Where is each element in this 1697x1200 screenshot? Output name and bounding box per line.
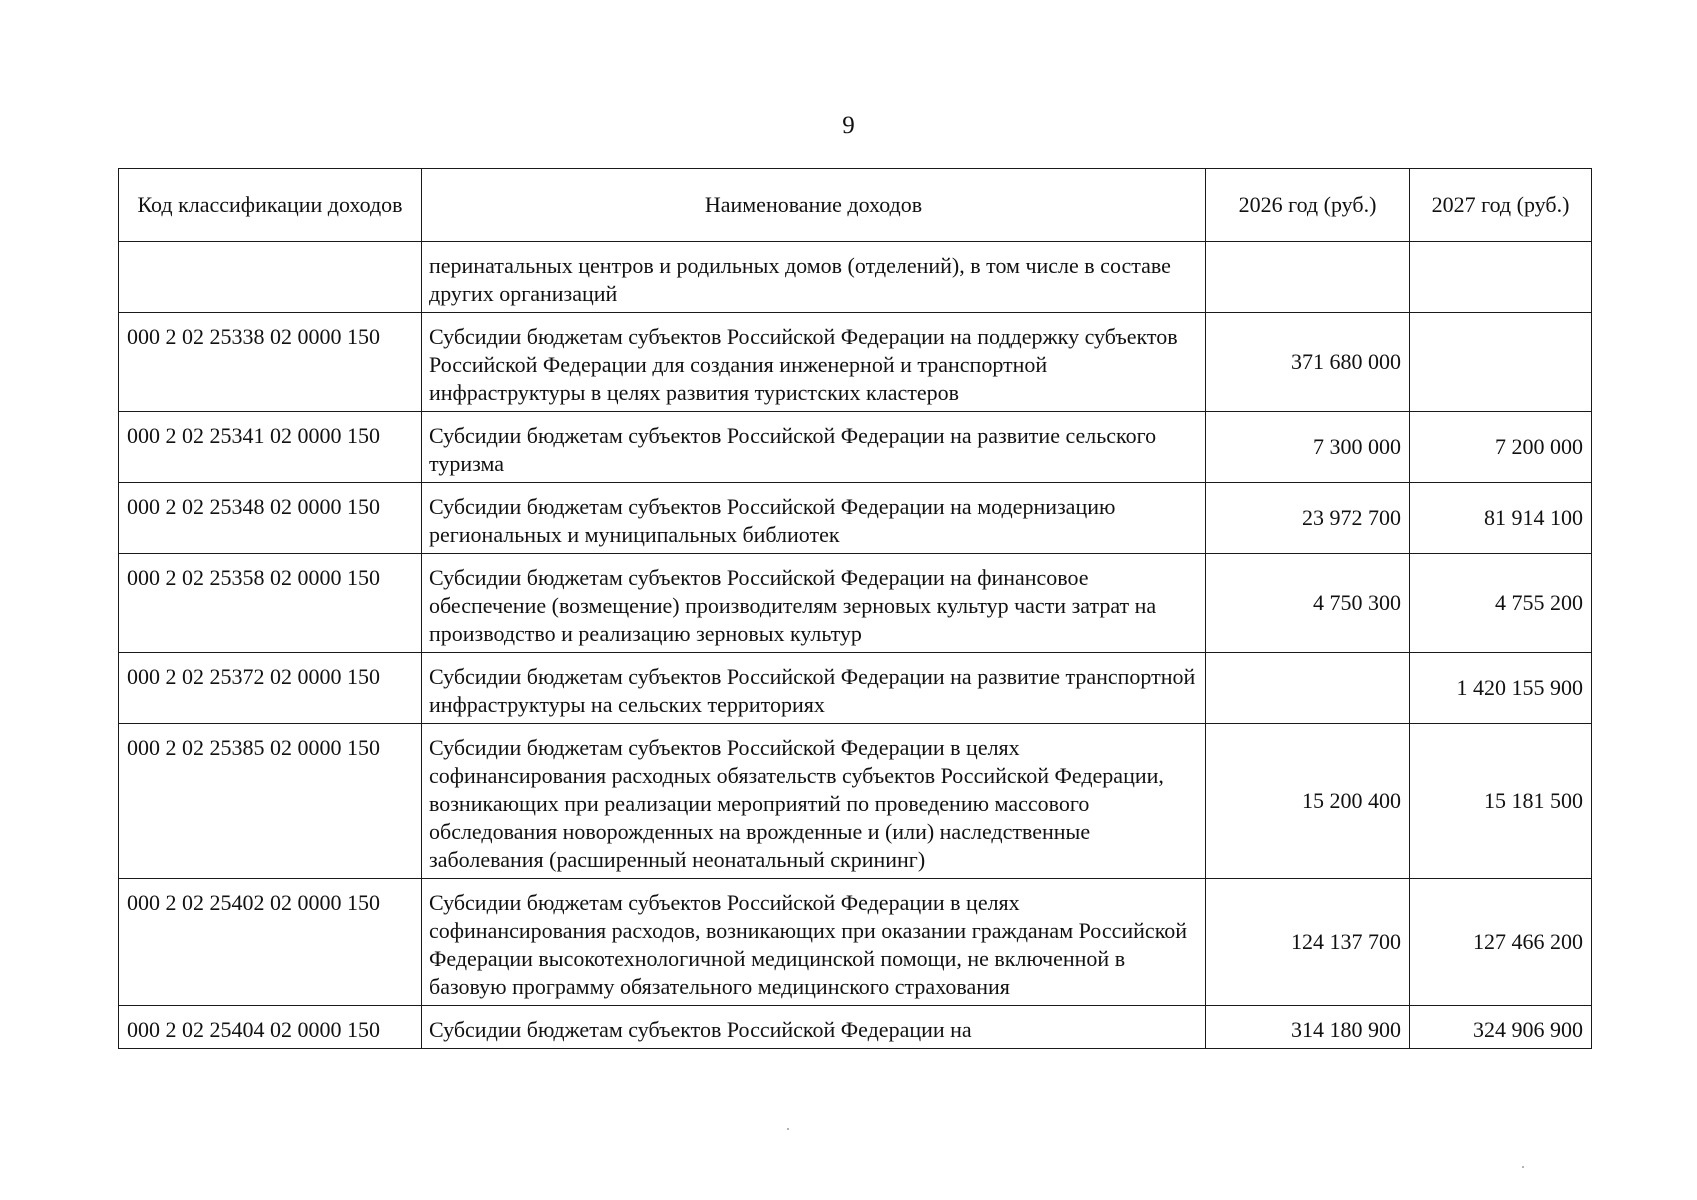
header-code: Код классификации доходов [119, 169, 422, 242]
row-2027-amount: 1 420 155 900 [1410, 653, 1592, 724]
row-name: Субсидии бюджетам субъектов Российской Федерации на развитие транспортной инфраструктуры на сельских территориях [422, 653, 1206, 724]
row-code: 000 2 02 25385 02 0000 150 [119, 724, 422, 879]
row-2026-amount [1206, 653, 1410, 724]
row-code: 000 2 02 25348 02 0000 150 [119, 483, 422, 554]
row-name: Субсидии бюджетам субъектов Российской Федерации в целях софинансирования расходов, возникающих при оказании гражданам Российской Федерации высокотехнологичной медицинской помощи, не включенной в базовую программу обязательного медицинского страхования [422, 879, 1206, 1006]
page-number: 9 [842, 112, 855, 139]
row-2027-amount: 127 466 200 [1410, 879, 1592, 1006]
scan-speck [1522, 1166, 1524, 1168]
row-code [119, 242, 422, 313]
table-row [119, 724, 1592, 879]
row-name: перинатальных центров и родильных домов (отделений), в том числе в составе других организаций [422, 242, 1206, 313]
table-row [119, 412, 1592, 483]
row-2027-amount: 81 914 100 [1410, 483, 1592, 554]
header-2026: 2026 год (руб.) [1206, 169, 1410, 242]
row-2027-amount: 4 755 200 [1410, 554, 1592, 653]
row-name: Субсидии бюджетам субъектов Российской Федерации в целях софинансирования расходных обязательств субъектов Российской Федерации, возникающих при реализации мероприятий по проведению массового обследования новорожденных на врожденные и (или) наследственные заболевания (расширенный неонатальный скрининг) [422, 724, 1206, 879]
row-2027-amount: 324 906 900 [1410, 1006, 1592, 1049]
row-2026-amount: 7 300 000 [1206, 412, 1410, 483]
row-code: 000 2 02 25338 02 0000 150 [119, 313, 422, 412]
row-2026-amount: 15 200 400 [1206, 724, 1410, 879]
row-2026-amount: 124 137 700 [1206, 879, 1410, 1006]
table-row [119, 879, 1592, 1006]
row-2026-amount [1206, 242, 1410, 313]
row-2026-amount: 371 680 000 [1206, 313, 1410, 412]
row-name: Субсидии бюджетам субъектов Российской Федерации на модернизацию региональных и муниципальных библиотек [422, 483, 1206, 554]
row-code: 000 2 02 25402 02 0000 150 [119, 879, 422, 1006]
table-row [119, 653, 1592, 724]
row-2027-amount: 15 181 500 [1410, 724, 1592, 879]
row-name: Субсидии бюджетам субъектов Российской Федерации на [422, 1006, 1206, 1049]
row-code: 000 2 02 25358 02 0000 150 [119, 554, 422, 653]
row-code: 000 2 02 25404 02 0000 150 [119, 1006, 422, 1049]
row-name: Субсидии бюджетам субъектов Российской Федерации на развитие сельского туризма [422, 412, 1206, 483]
table-header-row [119, 169, 1592, 242]
table-row [119, 483, 1592, 554]
row-code: 000 2 02 25341 02 0000 150 [119, 412, 422, 483]
table-row [119, 1006, 1592, 1049]
row-2026-amount: 314 180 900 [1206, 1006, 1410, 1049]
row-2026-amount: 4 750 300 [1206, 554, 1410, 653]
header-2027: 2027 год (руб.) [1410, 169, 1592, 242]
row-2026-amount: 23 972 700 [1206, 483, 1410, 554]
revenue-table [118, 168, 1592, 1049]
scan-speck [787, 1128, 789, 1130]
row-2027-amount [1410, 242, 1592, 313]
row-2027-amount [1410, 313, 1592, 412]
row-code: 000 2 02 25372 02 0000 150 [119, 653, 422, 724]
table-row [119, 554, 1592, 653]
header-name: Наименование доходов [422, 169, 1206, 242]
table-row [119, 242, 1592, 313]
row-name: Субсидии бюджетам субъектов Российской Федерации на финансовое обеспечение (возмещение) производителям зерновых культур части затрат на производство и реализацию зерновых культур [422, 554, 1206, 653]
row-2027-amount: 7 200 000 [1410, 412, 1592, 483]
row-name: Субсидии бюджетам субъектов Российской Федерации на поддержку субъектов Российской Федерации для создания инженерной и транспортной инфраструктуры в целях развития туристских кластеров [422, 313, 1206, 412]
table-row [119, 313, 1592, 412]
